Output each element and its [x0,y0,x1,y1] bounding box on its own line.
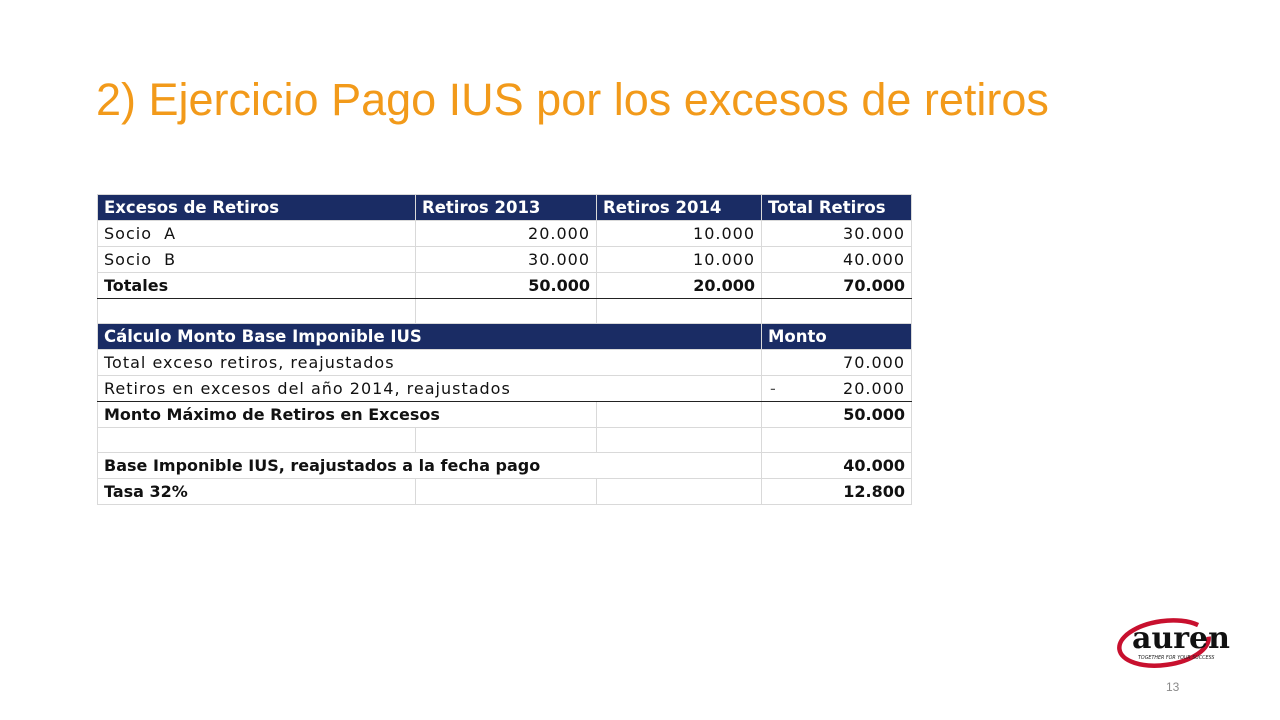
tasa-label: Tasa 32% [98,479,416,505]
empty-cell [416,479,597,505]
auren-logo [1116,615,1230,675]
base-value: 40.000 [762,453,912,479]
empty-cell [597,299,762,324]
max-value: 50.000 [762,402,912,428]
minus-sign: - [770,379,777,398]
empty-cell [98,428,416,453]
socio-b-2013: 30.000 [416,247,597,273]
max-label: Monto Máximo de Retiros en Excesos [98,402,597,428]
retiros-2014-label: Retiros en excesos del año 2014, reajustados [98,376,762,402]
empty-cell [597,402,762,428]
totals-row [98,273,912,299]
socio-b-2014: 10.000 [597,247,762,273]
empty-cell [597,479,762,505]
max-row [98,402,912,428]
socio-a-total: 30.000 [762,221,912,247]
table-row [98,247,912,273]
empty-cell [416,428,597,453]
empty-cell [416,299,597,324]
table1-header-row [98,195,912,221]
socio-a-2013: 20.000 [416,221,597,247]
table1-header-total-retiros: Total Retiros [762,195,912,221]
spacer-row [98,299,912,324]
empty-cell [98,299,416,324]
socio-b-total: 40.000 [762,247,912,273]
table-row [98,350,912,376]
table1-header-retiros-2013: Retiros 2013 [416,195,597,221]
table1-header-excesos: Excesos de Retiros [98,195,416,221]
page-number: 13 [1166,680,1180,694]
empty-cell [762,428,912,453]
retiros-table [97,194,912,505]
logo-text: auren [1132,621,1230,656]
total-exceso-value: 70.000 [762,350,912,376]
table-row [98,221,912,247]
socio-b-label: Socio B [98,247,416,273]
slide-title: 2) Ejercicio Pago IUS por los excesos de retiros [96,74,1049,125]
table2-header-monto: Monto [762,324,912,350]
tasa-value: 12.800 [762,479,912,505]
socio-a-label: Socio A [98,221,416,247]
socio-a-2014: 10.000 [597,221,762,247]
empty-cell [762,299,912,324]
base-row [98,453,912,479]
totals-2014: 20.000 [597,273,762,299]
tasa-row [98,479,912,505]
total-exceso-label: Total exceso retiros, reajustados [98,350,762,376]
table1-header-retiros-2014: Retiros 2014 [597,195,762,221]
totals-2013: 50.000 [416,273,597,299]
logo-tagline: TOGETHER FOR YOUR SUCCESS [1138,656,1215,661]
spacer-row [98,428,912,453]
base-label: Base Imponible IUS, reajustados a la fecha pago [98,453,762,479]
totals-total: 70.000 [762,273,912,299]
retiros-2014-value: - 20.000 [762,376,912,402]
totals-label: Totales [98,273,416,299]
table2-header-row [98,324,912,350]
empty-cell [597,428,762,453]
table2-header-calculo: Cálculo Monto Base Imponible IUS [98,324,762,350]
table-row [98,376,912,402]
